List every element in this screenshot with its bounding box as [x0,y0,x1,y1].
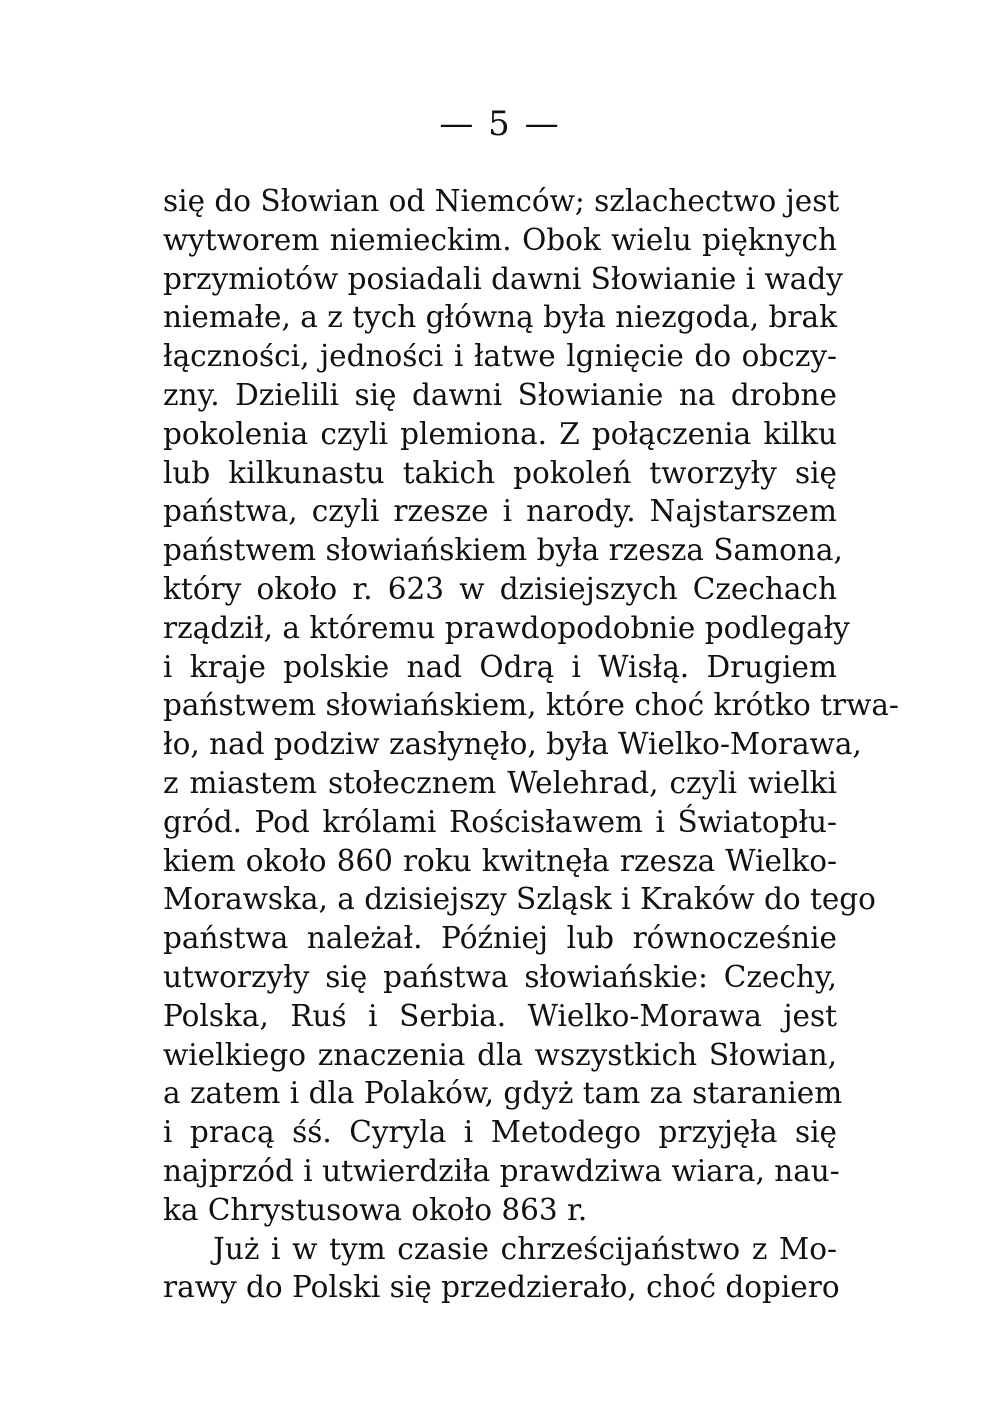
text-line: państwa, czyli rzesze i narody. Najstarszem [163,494,837,529]
text-line: Morawska, a dzisiejszy Szląsk i Kraków do tego [163,882,876,917]
text-line: i pracą śś. Cyryla i Metodego przyjęła się [163,1115,837,1150]
body-text [163,182,899,1307]
text-line: państwem słowiańskiem była rzesza Samona, [163,533,843,568]
page-number: — 5 — [439,104,561,144]
text-line: pokolenia czyli plemiona. Z połączenia kilku [163,416,837,451]
text-line: a zatem i dla Polaków, gdyż tam za staraniem [163,1076,843,1111]
text-line: kiem około 860 roku kwitnęła rzesza Wielko- [163,843,837,878]
text-line: rawy do Polski się przedzierało, choć dopiero [163,1270,840,1305]
text-line: się do Słowian od Niemców; szlachectwo jest [163,184,840,218]
text-line: łączności, jedności i łatwe lgnięcie do obczy- [163,339,837,374]
text-line-paragraph-end: ka Chrystusowa około 863 r. [163,1192,588,1227]
text-line: i kraje polskie nad Odrą i Wisłą. Drugiem [163,649,837,684]
text-line: zny. Dzielili się dawni Słowianie na drobne [163,377,837,412]
text-line: który około r. 623 w dzisiejszych Czechach [163,571,837,606]
text-line: niemałe, a z tych główną była niezgoda, brak [163,300,837,335]
text-line: ło, nad podziw zasłynęło, była Wielko-Morawa, [163,727,862,762]
text-line: najprzód i utwierdziła prawdziwa wiara, nau- [163,1153,840,1188]
text-line: lub kilkunastu takich pokoleń tworzyły się [163,455,837,490]
text-line: wytworem niemieckim. Obok wielu pięknych [163,222,837,257]
text-line: utworzyły się państwa słowiańskie: Czechy, [163,959,837,994]
text-line: Polska, Ruś i Serbia. Wielko-Morawa jest [163,998,837,1033]
text-line: rządził, a któremu prawdopodobnie podlegały [163,610,850,645]
text-line: wielkiego znaczenia dla wszystkich Słowian, [163,1037,837,1072]
text-line-paragraph-start: Już i w tym czasie chrześcijaństwo z Mo- [213,1231,837,1266]
text-line: gród. Pod królami Rościsławem i Światopłu- [163,804,837,839]
text-line: państwem słowiańskiem, które choć krótko trwa- [163,688,899,723]
text-line: przymiotów posiadali dawni Słowianie i wady [163,261,843,296]
text-line: z miastem stołecznem Welehrad, czyli wielki [163,765,837,800]
text-line: państwa należał. Później lub równocześnie [163,921,837,956]
